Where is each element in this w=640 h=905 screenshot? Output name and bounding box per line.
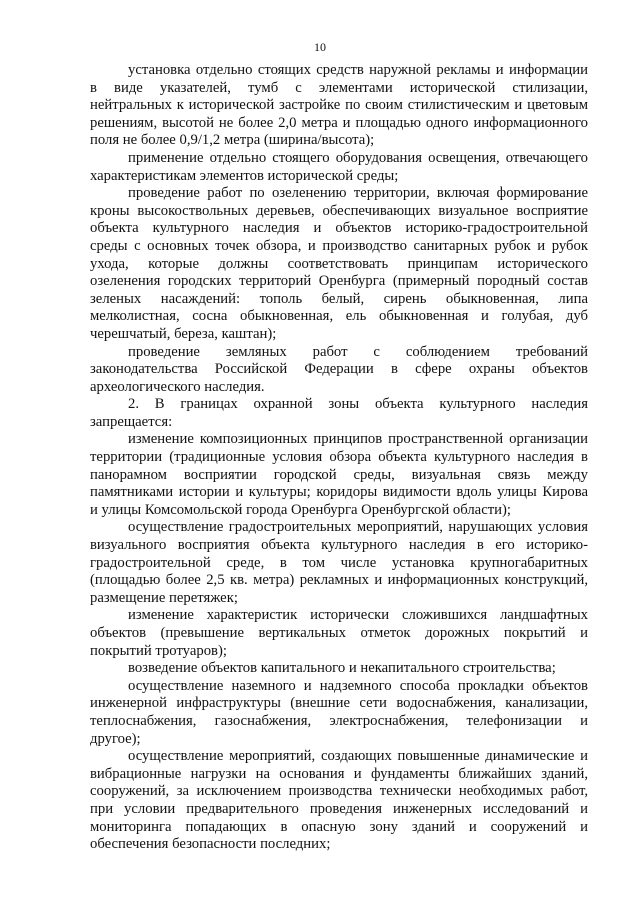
text-line: среды с основных точек обзора, и производство санитарных рубок и рубок bbox=[90, 237, 588, 254]
paragraph-p11 bbox=[90, 748, 588, 854]
text-line: и улицы Комсомольской города Оренбурга Оренбургской области); bbox=[90, 501, 511, 518]
paragraph-p8 bbox=[90, 607, 588, 660]
text-line: визуального восприятия объекта культурного наследия в его историко- bbox=[90, 537, 588, 554]
text-line: озеленения городских территорий Оренбурга (примерный породный состав bbox=[90, 273, 588, 290]
text-line: изменение характеристик исторически сложившихся ландшафтных bbox=[128, 607, 588, 624]
text-line: осуществление мероприятий, создающих повышенные динамические и bbox=[128, 748, 588, 765]
text-line: черешчатый, береза, каштан); bbox=[90, 325, 277, 342]
text-line: градостроительной среде, в том числе установка крупногабаритных bbox=[90, 554, 588, 571]
text-line: решениям, высотой не более 2,0 метра и площадью одного информационного bbox=[90, 114, 588, 131]
text-line: теплоснабжения, газоснабжения, электроснабжения, телефонизации и bbox=[90, 712, 588, 729]
text-line: сооружений, за исключением производства технически необходимых работ, bbox=[90, 783, 588, 800]
paragraph-p2 bbox=[90, 150, 588, 185]
text-line: зеленых насаждений: тополь белый, сирень обыкновенная, липа bbox=[90, 290, 588, 307]
text-line: объекта культурного наследия и объектов историко-градостроительной bbox=[90, 220, 588, 237]
text-line: кроны высокоствольных деревьев, обеспечивающих визуальное восприятие bbox=[90, 202, 588, 219]
page-number: 10 bbox=[314, 40, 326, 54]
text-line: археологического наследия. bbox=[90, 378, 265, 395]
text-line: характеристикам элементов исторической среды; bbox=[90, 167, 399, 184]
text-line: осуществление наземного и надземного способа прокладки объектов bbox=[128, 677, 588, 694]
paragraph-p5 bbox=[90, 396, 588, 431]
text-line: покрытий тротуаров); bbox=[90, 642, 227, 659]
text-line: объектов (превышение вертикальных отметок дорожных покрытий и bbox=[90, 625, 588, 641]
text-line: инженерной инфраструктуры (внешние сети водоснабжения, канализации, bbox=[90, 695, 588, 712]
text-line: панорамном восприятии городской среды, визуальная связь между bbox=[90, 466, 588, 483]
text-line: запрещается: bbox=[90, 413, 173, 430]
text-line: осуществление градостроительных мероприятий, нарушающих условия bbox=[128, 519, 588, 536]
document-body bbox=[90, 62, 588, 854]
text-line: нейтральных к исторической застройке по своим стилистическим и цветовым bbox=[90, 97, 588, 114]
text-line: мелколистная, сосна обыкновенная, ель обыкновенная и голубая, дуб bbox=[90, 308, 588, 325]
text-line: территории (традиционные условия обзора объекта культурного наследия в bbox=[90, 449, 588, 466]
text-line: в виде указателей, тумб с элементами исторической стилизации, bbox=[90, 79, 588, 96]
text-line: проведение земляных работ с соблюдением требований bbox=[128, 343, 588, 360]
paragraph-p6 bbox=[90, 431, 588, 519]
text-line: другое); bbox=[90, 730, 141, 747]
text-line: проведение работ по озеленению территории, включая формирование bbox=[128, 185, 588, 202]
text-line: памятниками истории и культуры; коридоры видимости вдоль улицы Кирова bbox=[90, 484, 588, 501]
text-line: установка отдельно стоящих средств наружной рекламы и информации bbox=[128, 62, 588, 78]
text-line: при условии предварительного проведения инженерных исследований и bbox=[90, 800, 588, 817]
paragraph-p9 bbox=[90, 660, 588, 678]
text-line: применение отдельно стоящего оборудования освещения, отвечающего bbox=[128, 149, 588, 166]
paragraph-p7 bbox=[90, 519, 588, 607]
text-line: возведение объектов капитального и некапитального строительства; bbox=[128, 660, 556, 677]
text-line: 2. В границах охранной зоны объекта культурного наследия bbox=[128, 396, 588, 413]
text-line: ухода, которые должны соответствовать принципам исторического bbox=[90, 255, 588, 272]
text-line: размещение перетяжек; bbox=[90, 589, 238, 606]
text-line: поля не более 0,9/1,2 метра (ширина/высота); bbox=[90, 132, 375, 149]
paragraph-p10 bbox=[90, 678, 588, 748]
paragraph-p3 bbox=[90, 185, 588, 343]
paragraph-p4 bbox=[90, 344, 588, 397]
text-line: вибрационные нагрузки на основания и фундаменты ближайших зданий, bbox=[90, 765, 588, 782]
text-line: обеспечения безопасности последних; bbox=[90, 836, 331, 853]
text-line: мониторинга попадающих в опасную зону зданий и сооружений и bbox=[90, 818, 588, 835]
text-line: законодательства Российской Федерации в сфере охраны объектов bbox=[90, 361, 588, 378]
paragraph-p1 bbox=[90, 62, 588, 150]
text-line: (площадью более 2,5 кв. метра) рекламных и информационных конструкций, bbox=[90, 572, 588, 589]
text-line: изменение композиционных принципов пространственной организации bbox=[128, 431, 588, 448]
